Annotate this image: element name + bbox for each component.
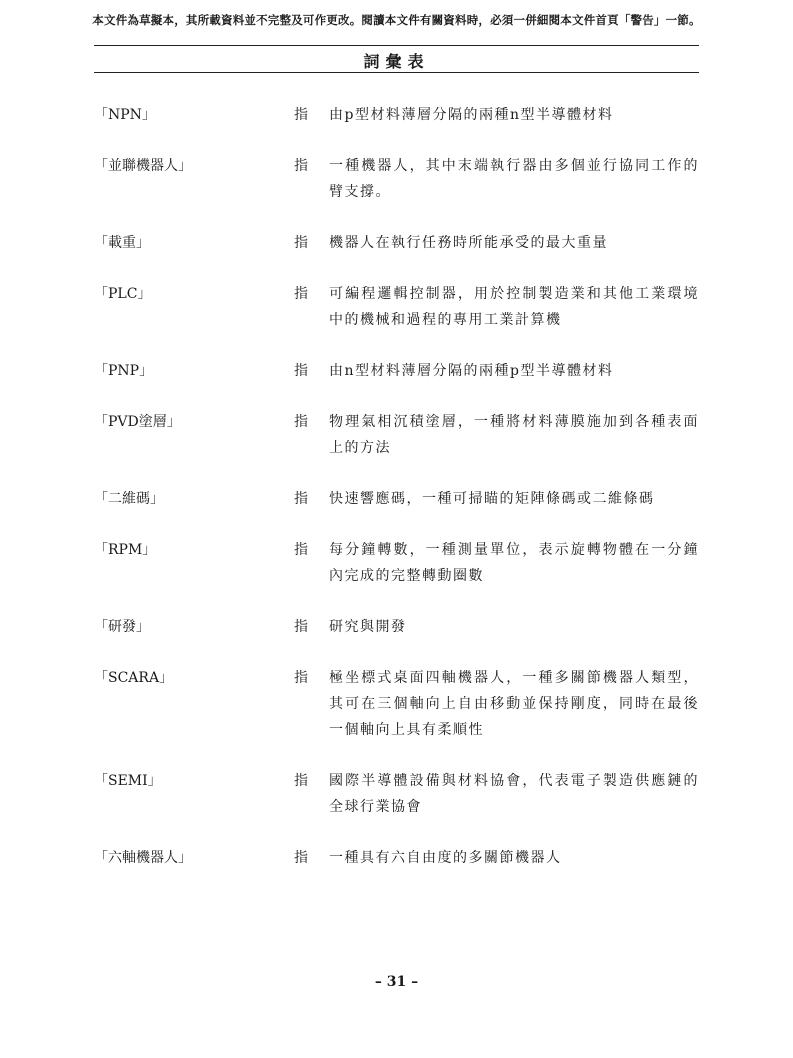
glossary-definition: 極坐標式桌面四軸機器人，一種多關節機器人類型，其可在三個軸向上自由移動並保持剛度，同時在最後一個軸向上具有柔順性: [329, 670, 699, 738]
means-marker: 指: [294, 542, 308, 558]
means-marker: 指: [294, 773, 308, 789]
glossary-entry: [94, 230, 699, 256]
glossary-list: [94, 102, 699, 896]
glossary-entry: [94, 102, 699, 128]
glossary-definition: 快速響應碼，一種可掃瞄的矩陣條碼或二維條碼: [329, 491, 655, 507]
glossary-entry: [94, 614, 699, 640]
glossary-definition: 可編程邏輯控制器，用於控制製造業和其他工業環境中的機械和過程的專用工業計算機: [329, 286, 699, 328]
means-marker: 指: [294, 107, 308, 123]
means-marker: 指: [294, 286, 308, 302]
glossary-term: 「RPM」: [94, 542, 157, 558]
glossary-term: 「SEMI」: [94, 773, 162, 789]
glossary-entry: [94, 486, 699, 512]
glossary-term: 「研發」: [94, 619, 150, 635]
glossary-definition: 研究與開發: [329, 619, 407, 635]
means-marker: 指: [294, 235, 308, 251]
glossary-term: 「PLC」: [94, 286, 152, 302]
glossary-term: 「六軸機器人」: [94, 850, 192, 866]
means-marker: 指: [294, 158, 308, 174]
glossary-term: 「二維碼」: [94, 491, 164, 507]
page-number: – 31 –: [374, 974, 419, 990]
glossary-definition: 一種機器人，其中末端執行器由多個並行協同工作的臂支撐。: [329, 158, 699, 200]
header-rule-bottom: [94, 72, 699, 73]
means-marker: 指: [294, 670, 308, 686]
glossary-definition: 由n型材料薄層分隔的兩種p型半導體材料: [329, 363, 614, 379]
glossary-entry: [94, 665, 699, 743]
header-rule-top: [94, 45, 699, 46]
glossary-entry: [94, 537, 699, 589]
glossary-entry: [94, 153, 699, 205]
glossary-entry: [94, 845, 699, 871]
glossary-term: 「SCARA」: [94, 670, 174, 686]
glossary-entry: [94, 768, 699, 820]
glossary-entry: [94, 281, 699, 333]
means-marker: 指: [294, 363, 308, 379]
glossary-definition: 物理氣相沉積塗層，一種將材料薄膜施加到各種表面上的方法: [329, 414, 699, 456]
glossary-entry: [94, 409, 699, 461]
means-marker: 指: [294, 619, 308, 635]
glossary-definition: 由p型材料薄層分隔的兩種n型半導體材料: [329, 107, 614, 123]
glossary-entry: [94, 358, 699, 384]
glossary-definition: 每分鐘轉數，一種測量單位，表示旋轉物體在一分鐘內完成的完整轉動圈數: [329, 542, 699, 584]
glossary-term: 「PVD塗層」: [94, 414, 181, 430]
means-marker: 指: [294, 491, 308, 507]
page-title: 詞彙表: [363, 52, 430, 71]
draft-warning: 本文件為草擬本，其所載資料並不完整及可作更改。閱讀本文件有關資料時，必須一併細閱本文件首頁「警告」一節。: [92, 13, 701, 27]
means-marker: 指: [294, 414, 308, 430]
glossary-definition: 一種具有六自由度的多關節機器人: [329, 850, 562, 866]
glossary-term: 「PNP」: [94, 363, 154, 379]
glossary-term: 「NPN」: [94, 107, 156, 123]
glossary-term: 「並聯機器人」: [94, 158, 192, 174]
glossary-definition: 國際半導體設備與材料協會，代表電子製造供應鏈的全球行業協會: [329, 773, 699, 815]
means-marker: 指: [294, 850, 308, 866]
glossary-definition: 機器人在執行任務時所能承受的最大重量: [329, 235, 608, 251]
glossary-term: 「載重」: [94, 235, 150, 251]
